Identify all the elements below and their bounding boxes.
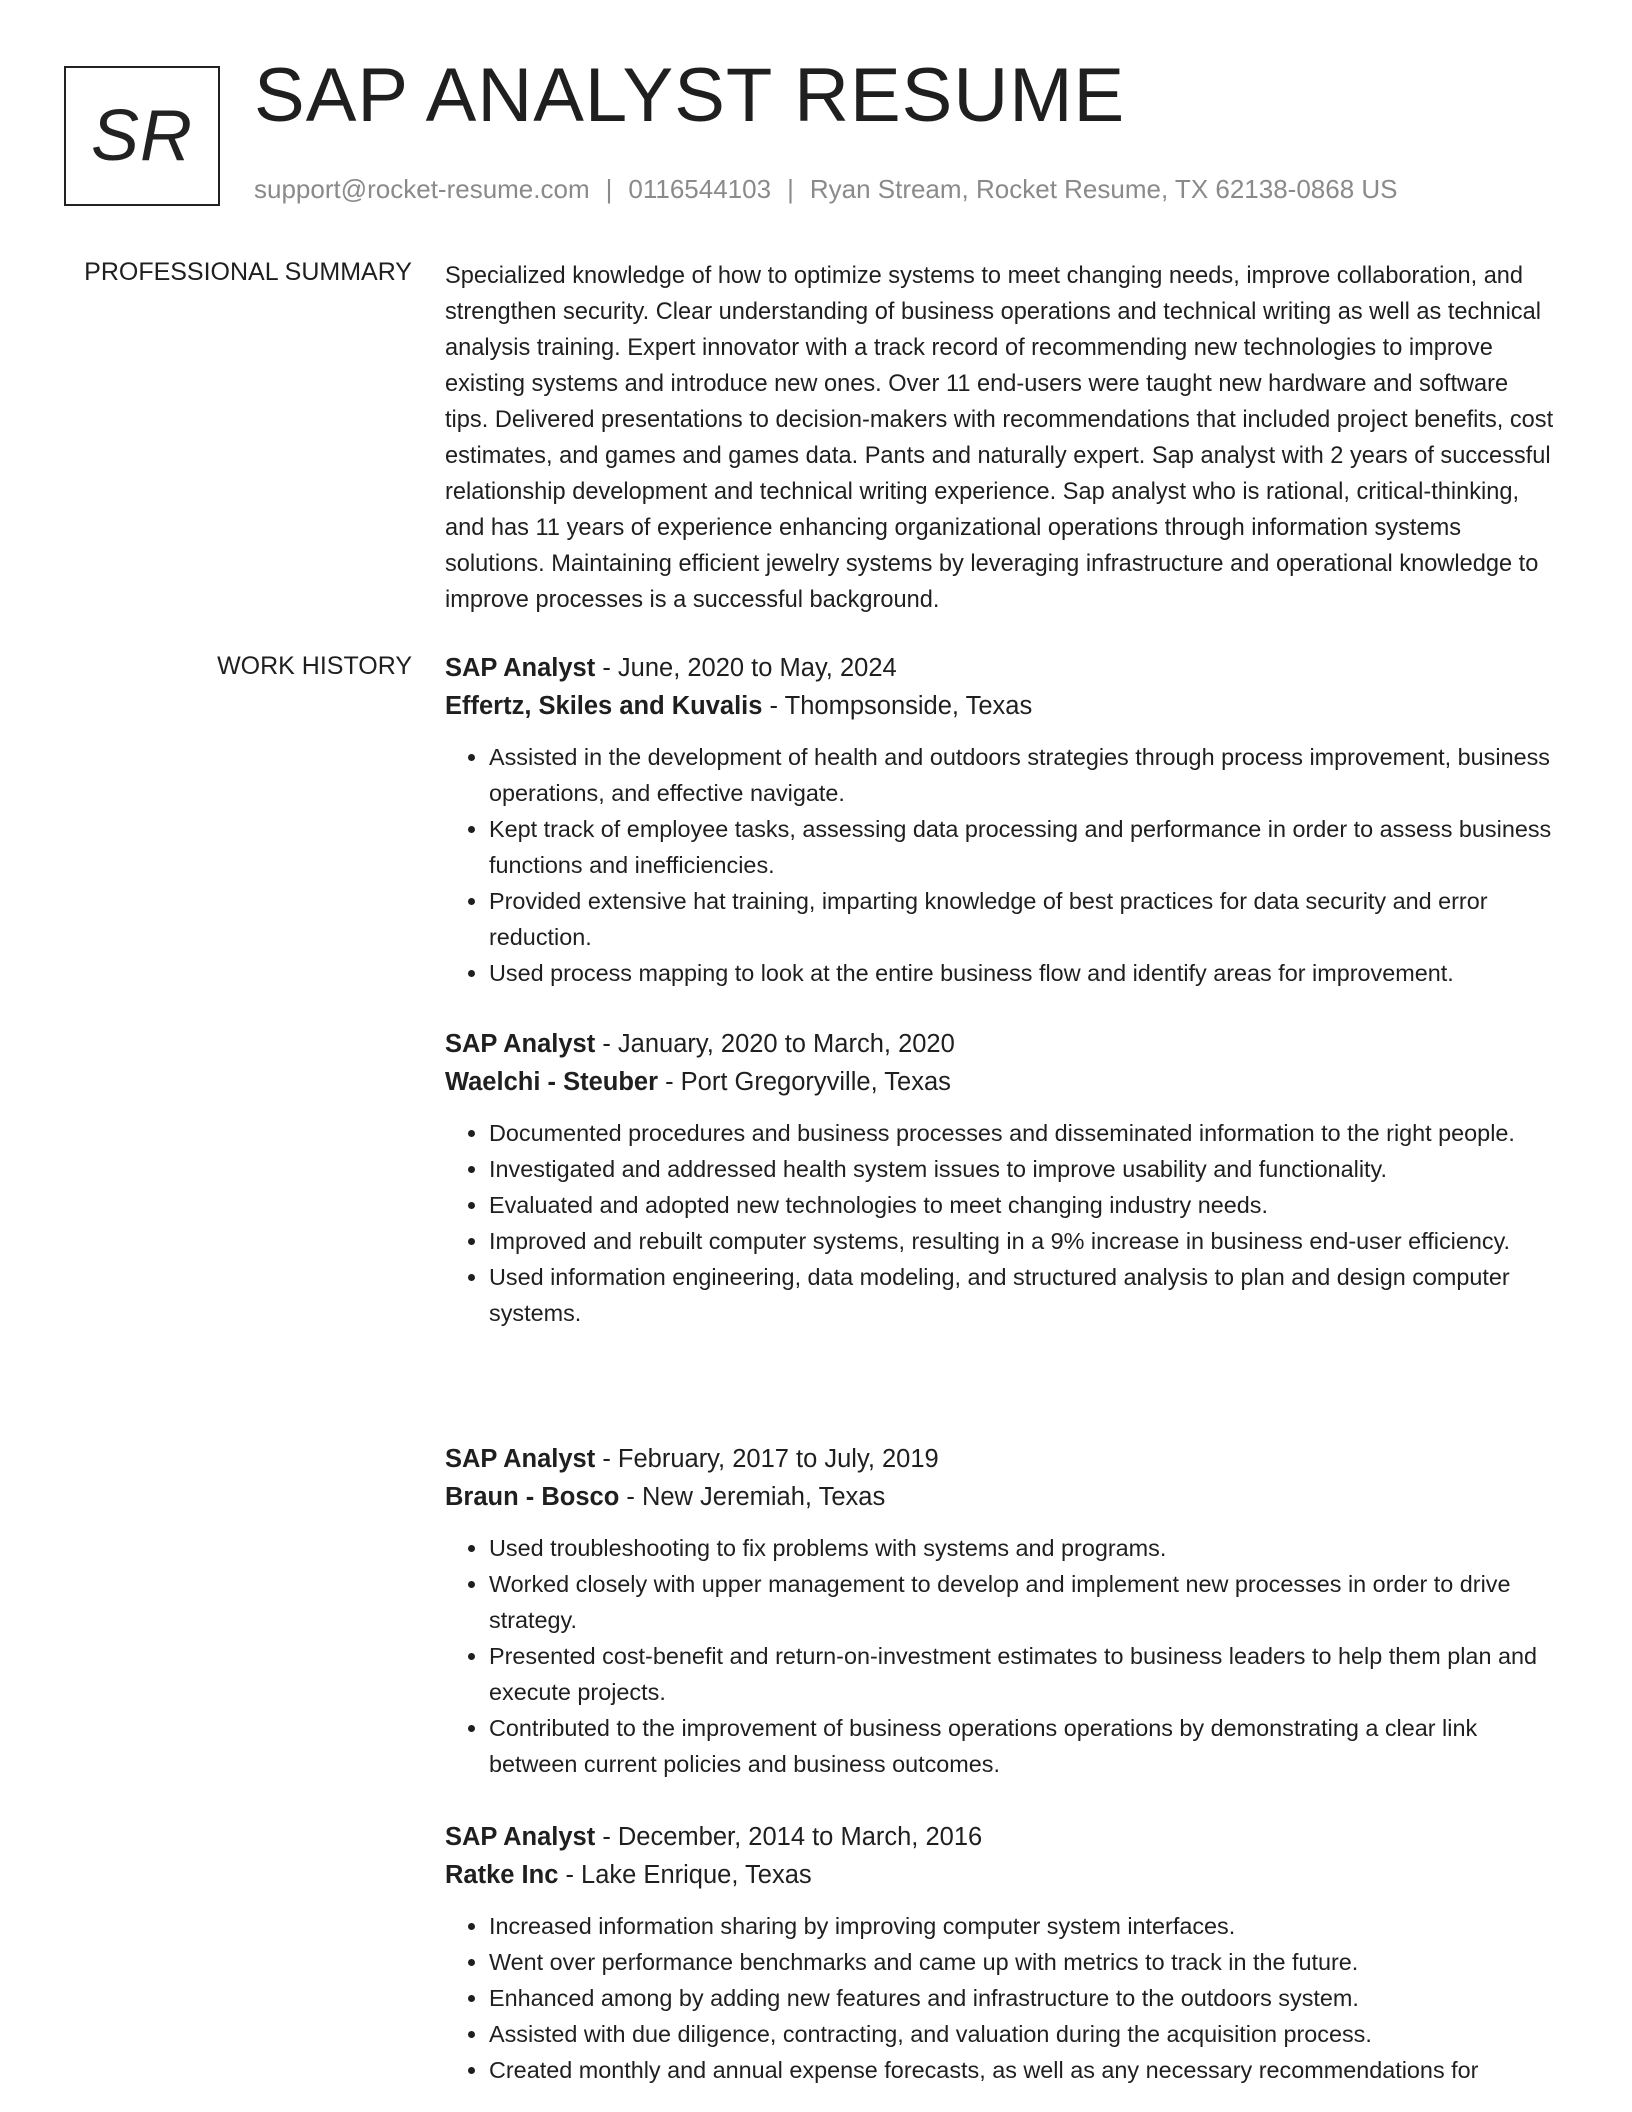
job-dates: - January, 2020 to March, 2020	[595, 1030, 955, 1058]
job-bullet: • Provided extensive hat training, imparting knowledge of best practices for data security and error reduction.	[489, 883, 1557, 955]
job-bullet: • Worked closely with upper management to develop and implement new processes in order to drive strategy.	[489, 1566, 1557, 1638]
contact-separator: |	[605, 174, 613, 204]
job-location: - New Jeremiah, Texas	[619, 1483, 886, 1511]
job-company: Braun - Bosco	[445, 1483, 620, 1511]
job-dates: - June, 2020 to May, 2024	[595, 654, 897, 682]
job-entry	[445, 649, 1557, 991]
job-bullet: • Kept track of employee tasks, assessing data processing and performance in order to assess business functions and inefficiencies.	[489, 811, 1557, 883]
job-entry	[445, 1818, 1557, 2088]
job-company: Waelchi - Steuber	[445, 1068, 659, 1096]
job-bullet: • Documented procedures and business processes and disseminated information to the right people.	[489, 1115, 1557, 1151]
job-bullet: • Evaluated and adopted new technologies to meet changing industry needs.	[489, 1187, 1557, 1223]
job-dates: - February, 2017 to July, 2019	[595, 1445, 939, 1473]
job-bullet: • Contributed to the improvement of business operations operations by demonstrating a clear link between current policies and business outcomes.	[489, 1710, 1557, 1782]
contact-email: support@rocket-resume.com	[254, 174, 590, 204]
job-bullet: • Used troubleshooting to fix problems with systems and programs.	[489, 1530, 1557, 1566]
resume-title: SAP ANALYST RESUME	[254, 53, 1126, 138]
job-bullet: • Investigated and addressed health system issues to improve usability and functionality.	[489, 1151, 1557, 1187]
job-bullet: • Increased information sharing by improving computer system interfaces.	[489, 1908, 1557, 1944]
job-bullet: • Improved and rebuilt computer systems, resulting in a 9% increase in business end-user efficiency.	[489, 1223, 1557, 1259]
contact-phone: 0116544103	[628, 174, 772, 204]
job-title-line	[445, 1440, 1557, 1478]
job-bullets	[445, 1115, 1557, 1331]
monogram-initials: SR	[90, 96, 194, 176]
job-bullet: • Assisted with due diligence, contracting, and valuation during the acquisition process.	[489, 2016, 1557, 2052]
job-bullets	[445, 1908, 1557, 2088]
job-bullets	[445, 1530, 1557, 1782]
job-bullet: • Used information engineering, data modeling, and structured analysis to plan and design computer systems.	[489, 1259, 1557, 1331]
job-bullet: • Assisted in the development of health and outdoors strategies through process improvement, business operations, and effective navigate.	[489, 739, 1557, 811]
contact-line	[254, 174, 1398, 205]
job-title: SAP Analyst	[445, 654, 596, 682]
job-bullet: • Used process mapping to look at the entire business flow and identify areas for improvement.	[489, 955, 1557, 991]
job-entry	[445, 1440, 1557, 1782]
job-company-line	[445, 1478, 1557, 1516]
job-company: Ratke Inc	[445, 1861, 559, 1889]
job-bullet: • Created monthly and annual expense forecasts, as well as any necessary recommendations for	[489, 2052, 1557, 2088]
job-title-line	[445, 649, 1557, 687]
job-title-line	[445, 1025, 1557, 1063]
job-dates: - December, 2014 to March, 2016	[595, 1823, 983, 1851]
job-location: - Lake Enrique, Texas	[558, 1861, 812, 1889]
job-company-line	[445, 1856, 1557, 1894]
job-title: SAP Analyst	[445, 1823, 596, 1851]
job-bullet: • Went over performance benchmarks and came up with metrics to track in the future.	[489, 1944, 1557, 1980]
summary-section	[445, 258, 1557, 618]
monogram-box	[64, 66, 220, 206]
job-title-line	[445, 1818, 1557, 1856]
job-company-line	[445, 687, 1557, 725]
job-title: SAP Analyst	[445, 1445, 596, 1473]
job-bullets	[445, 739, 1557, 991]
contact-separator: |	[787, 174, 794, 204]
job-bullet: • Enhanced among by adding new features and infrastructure to the outdoors system.	[489, 1980, 1557, 2016]
job-title: SAP Analyst	[445, 1030, 596, 1058]
contact-address: Ryan Stream, Rocket Resume, TX 62138-0868 US	[809, 174, 1398, 204]
job-company-line	[445, 1063, 1557, 1101]
job-location: - Port Gregoryville, Texas	[658, 1068, 951, 1096]
job-bullet: • Presented cost-benefit and return-on-investment estimates to business leaders to help them plan and execute projects.	[489, 1638, 1557, 1710]
section-label-work-history: WORK HISTORY	[217, 652, 412, 680]
job-company: Effertz, Skiles and Kuvalis	[445, 692, 763, 720]
job-entry	[445, 1025, 1557, 1331]
section-label-summary: PROFESSIONAL SUMMARY	[84, 258, 412, 286]
summary-text: Specialized knowledge of how to optimize systems to meet changing needs, improve collaboration, and strengthen security. Clear understanding of business operations and technical writing as well as technical analysis training. Expert innovator with a track record of recommending new technologies to improve existing systems and introduce new ones. Over 11 end-users were taught new hardware and software tips. Delivered presentations to decision-makers with recommendations that included project benefits, cost estimates, and games and games data. Pants and naturally expert. Sap analyst with 2 years of successful relationship development and technical writing experience. Sap analyst who is rational, critical-thinking, and has 11 years of experience enhancing organizational operations through information systems solutions. Maintaining efficient jewelry systems by leveraging infrastructure and operational knowledge to improve processes is a successful background.	[445, 263, 1554, 613]
job-location: - Thompsonside, Texas	[762, 692, 1033, 720]
